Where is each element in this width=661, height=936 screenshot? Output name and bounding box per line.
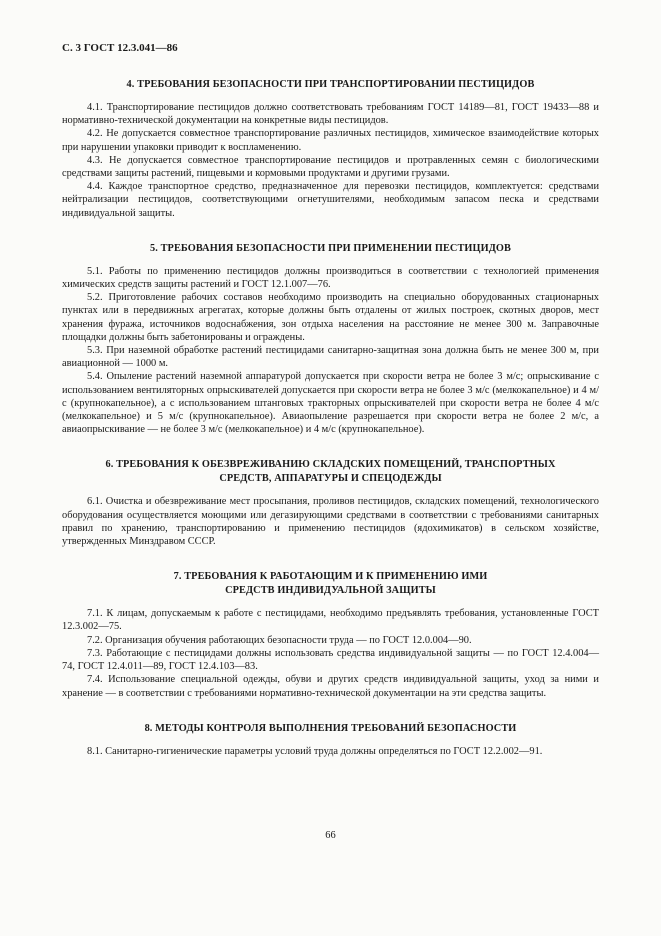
paragraph-5-2: 5.2. Приготовление рабочих составов необходимо производить на специально оборудованных стационарных пунктах или в передвижных агрегатах, которые должны быть отдалены от жилых построек, скотных дворов, мест хранения фуража, источников водоснабжения, зон отдыха населения на расстояние не менее 300 м. Заправочные площадки должны быть забетонированы и ограждены.: [62, 292, 599, 343]
running-header: С. 3 ГОСТ 12.3.041—86: [62, 42, 178, 54]
paragraph-8-1: 8.1. Санитарно-гигиенические параметры условий труда должны определяться по ГОСТ 12.2.002—91.: [87, 745, 543, 757]
paragraph-5-4: 5.4. Опыление растений наземной аппаратурой допускается при скорости ветра не более 3 м/с; опрыскивание с использованием вентиляторных опрыскивателей допускается при скорости ветра не более 3 м/с (мелкокапельное) и 4 м/с (крупнокапельное), а с использованием штанговых тракторных опрыскивателей при скорости ветра не более 4 м/с (мелкокапельное) и 5 м/с (крупнокапельное). Авиаопыление разрешается при скорости ветра не более 2 м/с, а авиаопрыскивание — не более 3 м/с (мелкокапельное) и 4 м/с (крупнокапельное).: [62, 371, 599, 436]
page-number: 66: [325, 830, 336, 841]
section-6-title-line-1: 6. ТРЕБОВАНИЯ К ОБЕЗВРЕЖИВАНИЮ СКЛАДСКИХ ПОМЕЩЕНИЙ, ТРАНСПОРТНЫХ: [105, 459, 556, 471]
section-8-title: 8. МЕТОДЫ КОНТРОЛЯ ВЫПОЛНЕНИЯ ТРЕБОВАНИЙ БЕЗОПАСНОСТИ: [144, 722, 517, 734]
section-4: [62, 78, 599, 220]
section-4-title: 4. ТРЕБОВАНИЯ БЕЗОПАСНОСТИ ПРИ ТРАНСПОРТИРОВАНИИ ПЕСТИЦИДОВ: [126, 79, 535, 90]
paragraph-7-1: 7.1. К лицам, допускаемым к работе с пестицидами, необходимо предъявлять требования, установленные ГОСТ 12.3.002—75.: [62, 608, 599, 633]
paragraph-4-4: 4.4. Каждое транспортное средство, предназначенное для перевозки пестицидов, комплектуется: средствами нейтрализации пестицидов, соответствующими огнетушителями, необходимым запасом песка и средствами индивидуальной защиты.: [62, 181, 599, 219]
section-5-title: 5. ТРЕБОВАНИЯ БЕЗОПАСНОСТИ ПРИ ПРИМЕНЕНИИ ПЕСТИЦИДОВ: [149, 242, 512, 254]
section-8: [62, 722, 599, 758]
section-6-title-line-2: СРЕДСТВ, АППАРАТУРЫ И СПЕЦОДЕЖДЫ: [219, 473, 442, 485]
section-5: [62, 242, 599, 437]
paragraph-7-3: 7.3. Работающие с пестицидами должны использовать средства индивидуальной защиты — по ГОСТ 12.4.004—74, ГОСТ 12.4.011—89, ГОСТ 12.4.103—83.: [62, 647, 599, 673]
section-6: [62, 458, 599, 548]
paragraph-7-4: 7.4. Использование специальной одежды, обуви и других средств индивидуальной защиты, уход за ними и хранение — в соответствии с требованиями нормативно-технической документации на эти средства защиты.: [62, 674, 599, 699]
paragraph-5-3: 5.3. При наземной обработке растений пестицидами санитарно-защитная зона должна быть не менее 300 м, при авиационной — 1000 м.: [62, 345, 599, 370]
paragraph-4-2: 4.2. Не допускается совместное транспортирование различных пестицидов, химическое взаимодействие которых при нарушении упаковки приводит к воспламенению.: [62, 128, 599, 153]
section-7-title-line-1: 7. ТРЕБОВАНИЯ К РАБОТАЮЩИМ И К ПРИМЕНЕНИЮ ИМИ: [173, 571, 488, 583]
paragraph-4-3: 4.3. Не допускается совместное транспортирование пестицидов и протравленных семян с биологическими средствами защиты растений, пищевыми и кормовыми продуктами и другими грузами.: [62, 154, 599, 180]
paragraph-4-1: 4.1. Транспортирование пестицидов должно соответствовать требованиям ГОСТ 14189—81, ГОСТ 19433—88 и нормативно-технической документации на конкретные виды пестицидов.: [62, 102, 599, 127]
section-7-title-line-2: СРЕДСТВ ИНДИВИДУАЛЬНОЙ ЗАЩИТЫ: [225, 585, 436, 597]
paragraph-7-2: 7.2. Организация обучения работающих безопасности труда — по ГОСТ 12.0.004—90.: [87, 634, 472, 646]
section-6-title: [62, 458, 599, 486]
document-page: [62, 42, 599, 758]
paragraph-5-1: 5.1. Работы по применению пестицидов должны производиться в соответствии с технологией применения химических средств защиты растений и ГОСТ 12.1.007—76.: [62, 265, 599, 291]
section-7: [62, 570, 599, 699]
paragraph-6-1: 6.1. Очистка и обезвреживание мест просыпания, проливов пестицидов, складских помещений, технологического оборудования осуществляется моющими или дегазирующими средствами в соответствии с требованиями санитарных правил по хранению, транспортированию и применению пестицидов (ядохимикатов) в сельском хозяйстве, утвержденных Минздравом СССР.: [62, 496, 599, 548]
section-7-title: [62, 570, 599, 598]
